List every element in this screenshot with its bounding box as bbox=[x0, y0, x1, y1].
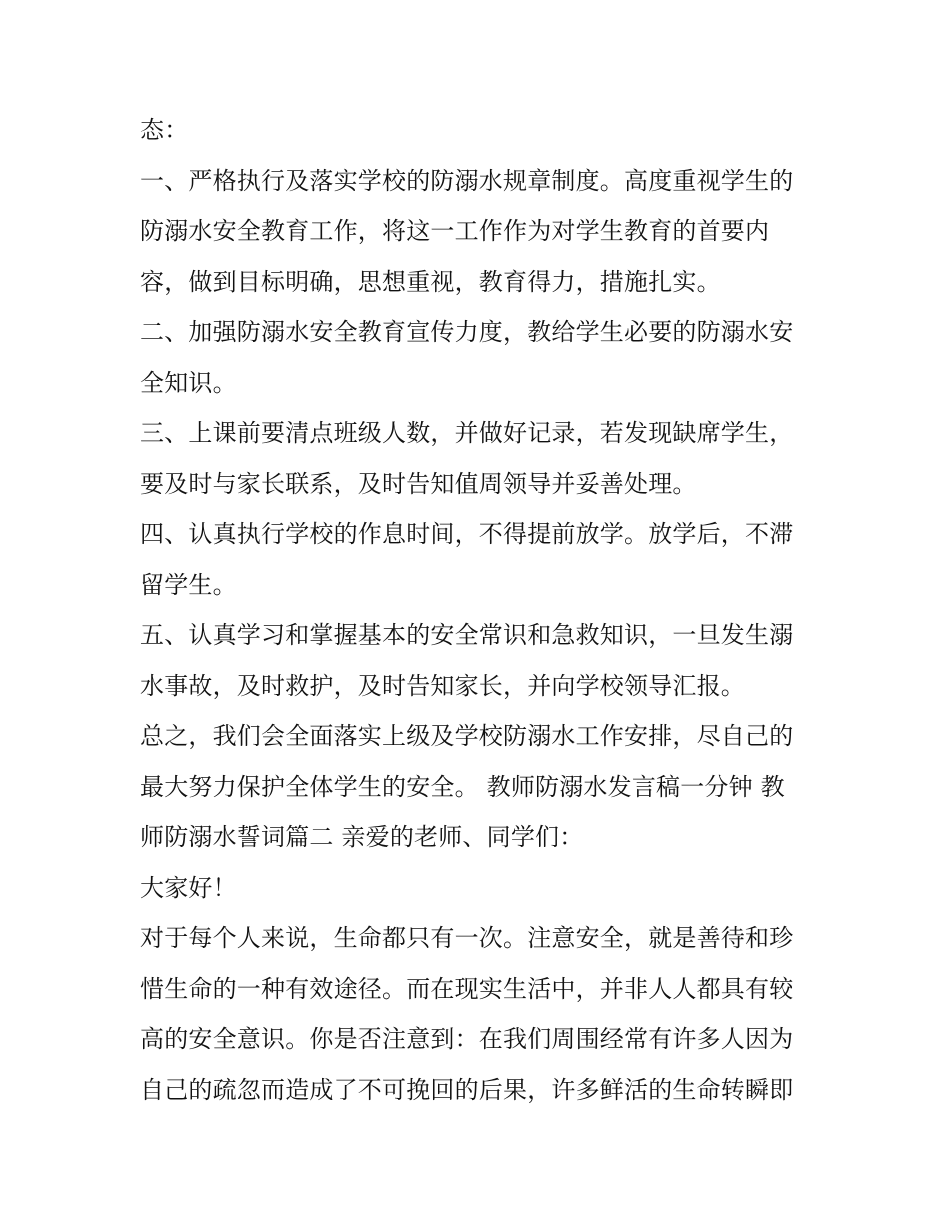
text-line: 师防溺水誓词篇二 亲爱的老师、同学们： bbox=[140, 823, 584, 851]
text-line: 三、上课前要清点班级人数，并做好记录，若发现缺席学生， bbox=[140, 419, 794, 447]
text-line: 二、加强防溺水安全教育宣传力度，教给学生必要的防溺水安 bbox=[140, 318, 794, 346]
text-line: 最大努力保护全体学生的安全。 教师防溺水发言稿一分钟 教 bbox=[140, 772, 785, 801]
text-line: 全知识。 bbox=[140, 368, 237, 397]
text-line: 总之，我们会全面落实上级及学校防溺水工作安排，尽自己的 bbox=[140, 722, 794, 750]
text-line: 惜生命的一种有效途径。而在现实生活中，并非人人都具有较 bbox=[140, 974, 794, 1003]
text-line: 要及时与家长联系，及时告知值周领导并妥善处理。 bbox=[140, 469, 697, 498]
text-line: 防溺水安全教育工作，将这一工作作为对学生教育的首要内 bbox=[140, 217, 770, 245]
text-line: 容，做到目标明确，思想重视，教育得力，措施扎实。 bbox=[140, 267, 721, 296]
text-line: 态： bbox=[140, 116, 189, 144]
text-line: 对于每个人来说，生命都只有一次。注意安全，就是善待和珍 bbox=[140, 924, 794, 952]
text-line: 水事故，及时救护，及时告知家长，并向学校领导汇报。 bbox=[140, 671, 745, 700]
text-line: 自己的疏忽而造成了不可挽回的后果，许多鲜活的生命转瞬即 bbox=[140, 1075, 794, 1104]
text-line: 四、认真执行学校的作息时间，不得提前放学。放学后，不滞 bbox=[140, 520, 794, 548]
text-line: 一、严格执行及落实学校的防溺水规章制度。高度重视学生的 bbox=[140, 166, 794, 195]
text-line: 五、认真学习和掌握基本的安全常识和急救知识，一旦发生溺 bbox=[140, 621, 794, 649]
document-body bbox=[140, 105, 820, 1115]
text-line: 高的安全意识。你是否注意到：在我们周围经常有许多人因为 bbox=[140, 1025, 794, 1053]
text-line: 留学生。 bbox=[140, 570, 237, 599]
text-line: 大家好！ bbox=[140, 873, 237, 902]
